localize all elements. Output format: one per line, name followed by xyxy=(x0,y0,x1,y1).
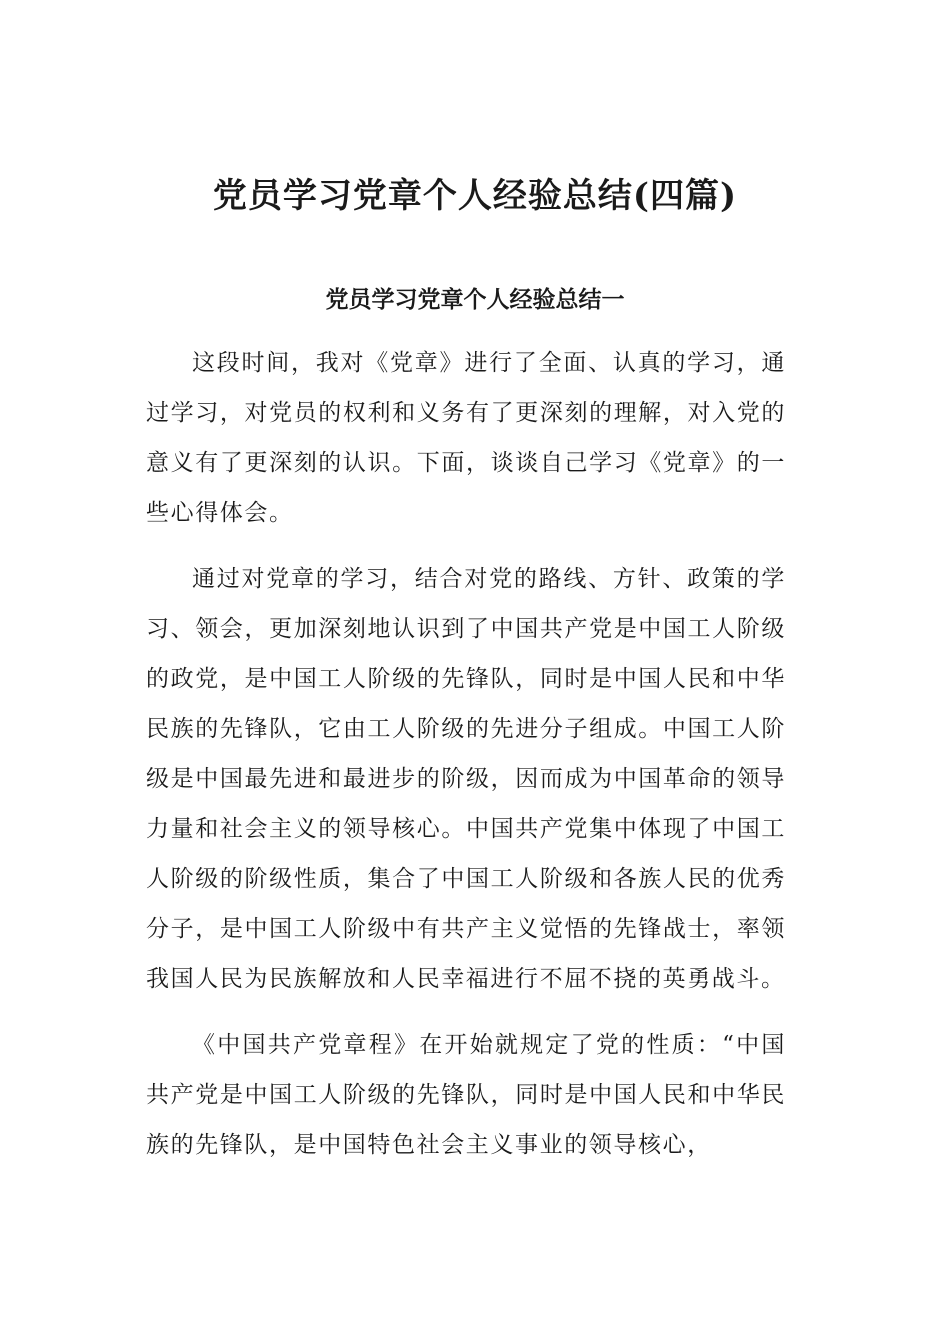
body-paragraph: 《中国共产党章程》在开始就规定了党的性质：“中国共产党是中国工人阶级的先锋队，同时是中国人民和中华民族的先锋队，是中国特色社会主义事业的领导核心， xyxy=(146,1032,786,1158)
document-body xyxy=(146,338,786,1186)
body-paragraph: 这段时间，我对《党章》进行了全面、认真的学习，通过学习，对党员的权利和义务有了更深刻的理解，对入党的意义有了更深刻的认识。下面，谈谈自己学习《党章》的一些心得体会。 xyxy=(146,350,786,526)
document-title: 党员学习党章个人经验总结(四篇) xyxy=(212,176,738,216)
body-paragraph: 通过对党章的学习，结合对党的路线、方针、政策的学习、领会，更加深刻地认识到了中国共产党是中国工人阶级的政党，是中国工人阶级的先锋队，同时是中国人民和中华民族的先锋队，它由工人阶级的先进分子组成。中国工人阶级是中国最先进和最进步的阶级，因而成为中国革命的领导力量和社会主义的领导核心。中国共产党集中体现了中国工人阶级的阶级性质，集合了中国工人阶级和各族人民的优秀分子，是中国工人阶级中有共产主义觉悟的先锋战士，率领我国人民为民族解放和人民幸福进行不屈不挠的英勇战斗。 xyxy=(146,566,786,992)
section-title: 党员学习党章个人经验总结一 xyxy=(325,286,625,313)
